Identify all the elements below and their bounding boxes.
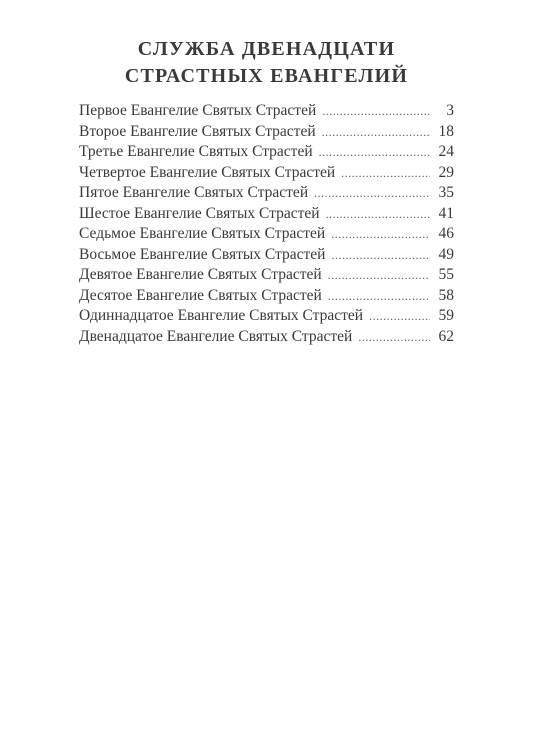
page-title [0,36,533,90]
toc-entry-page: 58 [438,286,454,304]
toc-entry[interactable] [79,163,454,184]
table-of-contents [79,101,454,347]
toc-entry[interactable] [79,204,454,225]
toc-entry-page: 18 [438,122,454,140]
toc-leader-dots [369,306,430,327]
toc-entry[interactable] [79,142,454,163]
toc-entry[interactable] [79,245,454,266]
toc-entry-page: 49 [438,245,454,263]
toc-entry[interactable] [79,327,454,348]
toc-entry[interactable] [79,183,454,204]
toc-entry-title: Первое Евангелие Святых Страстей [79,102,317,119]
toc-entry-title: Четвертое Евангелие Святых Страстей [79,163,336,181]
toc-leader-dots [322,101,430,122]
toc-entry[interactable] [79,224,454,245]
toc-leader-dots [328,286,430,307]
toc-entry-page: 62 [438,327,454,345]
page-title-line-2: СТРАСТНЫХ ЕВАНГЕЛИЙ [124,65,409,87]
toc-entry-title: Седьмое Евангелие Святых Страстей [79,225,326,242]
toc-leader-dots [326,204,430,225]
toc-entry-title: Пятое Евангелие Святых Страстей [79,184,309,201]
toc-leader-dots [322,122,430,143]
toc-entry-page: 41 [438,204,454,222]
toc-leader-dots [331,245,430,266]
toc-entry-page: 35 [438,184,454,201]
toc-leader-dots [314,183,430,204]
toc-entry-title: Двенадцатое Евангелие Святых Страстей [79,327,353,345]
toc-entry[interactable] [79,306,454,327]
toc-entry-title: Восьмое Евангелие Святых Страстей [79,245,326,263]
page-title-line-1: СЛУЖБА ДВЕНАДЦАТИ [137,38,396,60]
toc-entry-page: 59 [438,307,454,324]
toc-entry[interactable] [79,122,454,143]
toc-entry-title: Шестое Евангелие Святых Страстей [79,204,320,222]
toc-entry[interactable] [79,286,454,307]
toc-entry-title: Десятое Евангелие Святых Страстей [79,286,322,304]
toc-leader-dots [319,142,430,163]
toc-entry-title: Второе Евангелие Святых Страстей [79,122,316,140]
toc-leader-dots [328,265,430,286]
toc-entry[interactable] [79,265,454,286]
toc-entry-title: Девятое Евангелие Святых Страстей [79,266,322,283]
toc-entry-page: 29 [438,163,454,181]
toc-entry-title: Одиннадцатое Евангелие Святых Страстей [79,307,364,324]
toc-entry-title: Третье Евангелие Святых Страстей [79,143,313,160]
toc-entry-page: 3 [446,102,454,119]
toc-entry-page: 24 [438,143,454,160]
toc-entry-page: 46 [438,225,454,242]
toc-leader-dots [341,163,430,184]
toc-entry[interactable] [79,101,454,122]
toc-leader-dots [358,327,430,348]
toc-leader-dots [331,224,430,245]
toc-entry-page: 55 [438,266,454,283]
